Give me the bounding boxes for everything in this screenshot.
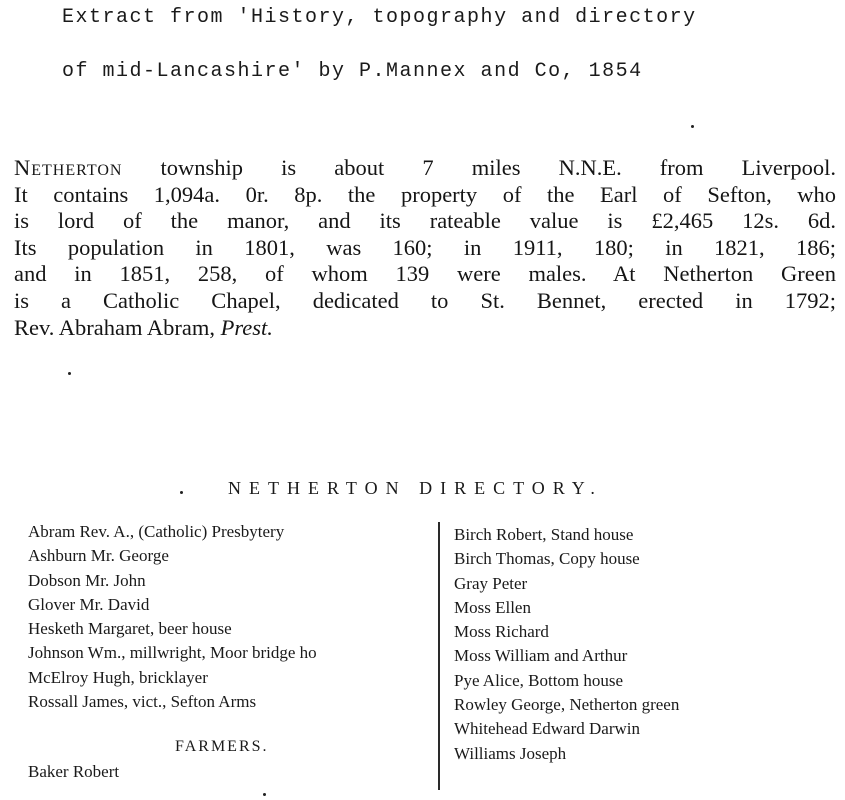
directory-title: NETHERTON DIRECTORY. xyxy=(228,478,603,498)
directory-entry: McElroy Hugh, bricklayer xyxy=(28,667,208,687)
scan-speck xyxy=(180,491,183,494)
description-line: Netherton township is about 7 miles N.N.E. from Liverpool. xyxy=(14,155,836,180)
description-line: is lord of the manor, and its rateable value is £2,465 12s. 6d. xyxy=(14,208,836,234)
directory-entry: Williams Joseph xyxy=(454,743,567,763)
directory-entry: Gray Peter xyxy=(454,573,528,593)
directory-entry: Johnson Wm., millwright, Moor bridge ho xyxy=(28,643,317,663)
directory-entry: Moss Ellen xyxy=(454,597,531,617)
description-line: and in 1851, 258, of whom 139 were males. At Netherton Green xyxy=(14,261,836,287)
directory-right-column xyxy=(454,523,784,766)
directory-left-column xyxy=(28,520,428,714)
scan-speck xyxy=(263,793,266,796)
directory-entry: Whitehead Edward Darwin xyxy=(454,719,640,739)
description-line: is a Catholic Chapel, dedicated to St. Bennet, erected in 1792; xyxy=(14,287,836,313)
scan-speck xyxy=(68,372,71,375)
directory-entry: Glover Mr. David xyxy=(28,594,150,614)
directory-entry: Pye Alice, Bottom house xyxy=(454,670,624,690)
description-line: Its population in 1801, was 160; in 1911, 180; in 1821, 186; xyxy=(14,234,836,260)
directory-entry: Birch Thomas, Copy house xyxy=(454,549,640,569)
directory-entry: Hesketh Margaret, beer house xyxy=(28,619,232,639)
directory-entry: Ashburn Mr. George xyxy=(28,546,169,566)
header-line-2: of mid-Lancashire' by P.Mannex and Co, 1854 xyxy=(62,60,643,83)
column-divider xyxy=(438,522,440,790)
farmer-entry: Baker Robert xyxy=(28,762,120,781)
directory-entry: Moss Richard xyxy=(454,622,549,642)
township-name: Netherton xyxy=(14,155,123,180)
directory-entry: Rowley George, Netherton green xyxy=(454,695,680,715)
directory-entry: Rossall James, vict., Sefton Arms xyxy=(28,692,257,712)
description-line: It contains 1,094a. 0r. 8p. the property of the Earl of Sefton, who xyxy=(14,181,836,207)
directory-entry: Moss William and Arthur xyxy=(454,646,628,666)
directory-entry: Dobson Mr. John xyxy=(28,570,146,590)
directory-entry: Birch Robert, Stand house xyxy=(454,525,634,544)
description-line: Rev. Abraham Abram, Prest. xyxy=(14,314,273,340)
priest-title: Prest. xyxy=(220,314,273,340)
farmers-heading: FARMERS. xyxy=(175,738,269,755)
header-line-1: Extract from 'History, topography and directory xyxy=(62,6,697,29)
scan-speck xyxy=(691,125,694,128)
directory-entry: Abram Rev. A., (Catholic) Presbytery xyxy=(28,522,285,541)
township-description xyxy=(14,155,836,341)
